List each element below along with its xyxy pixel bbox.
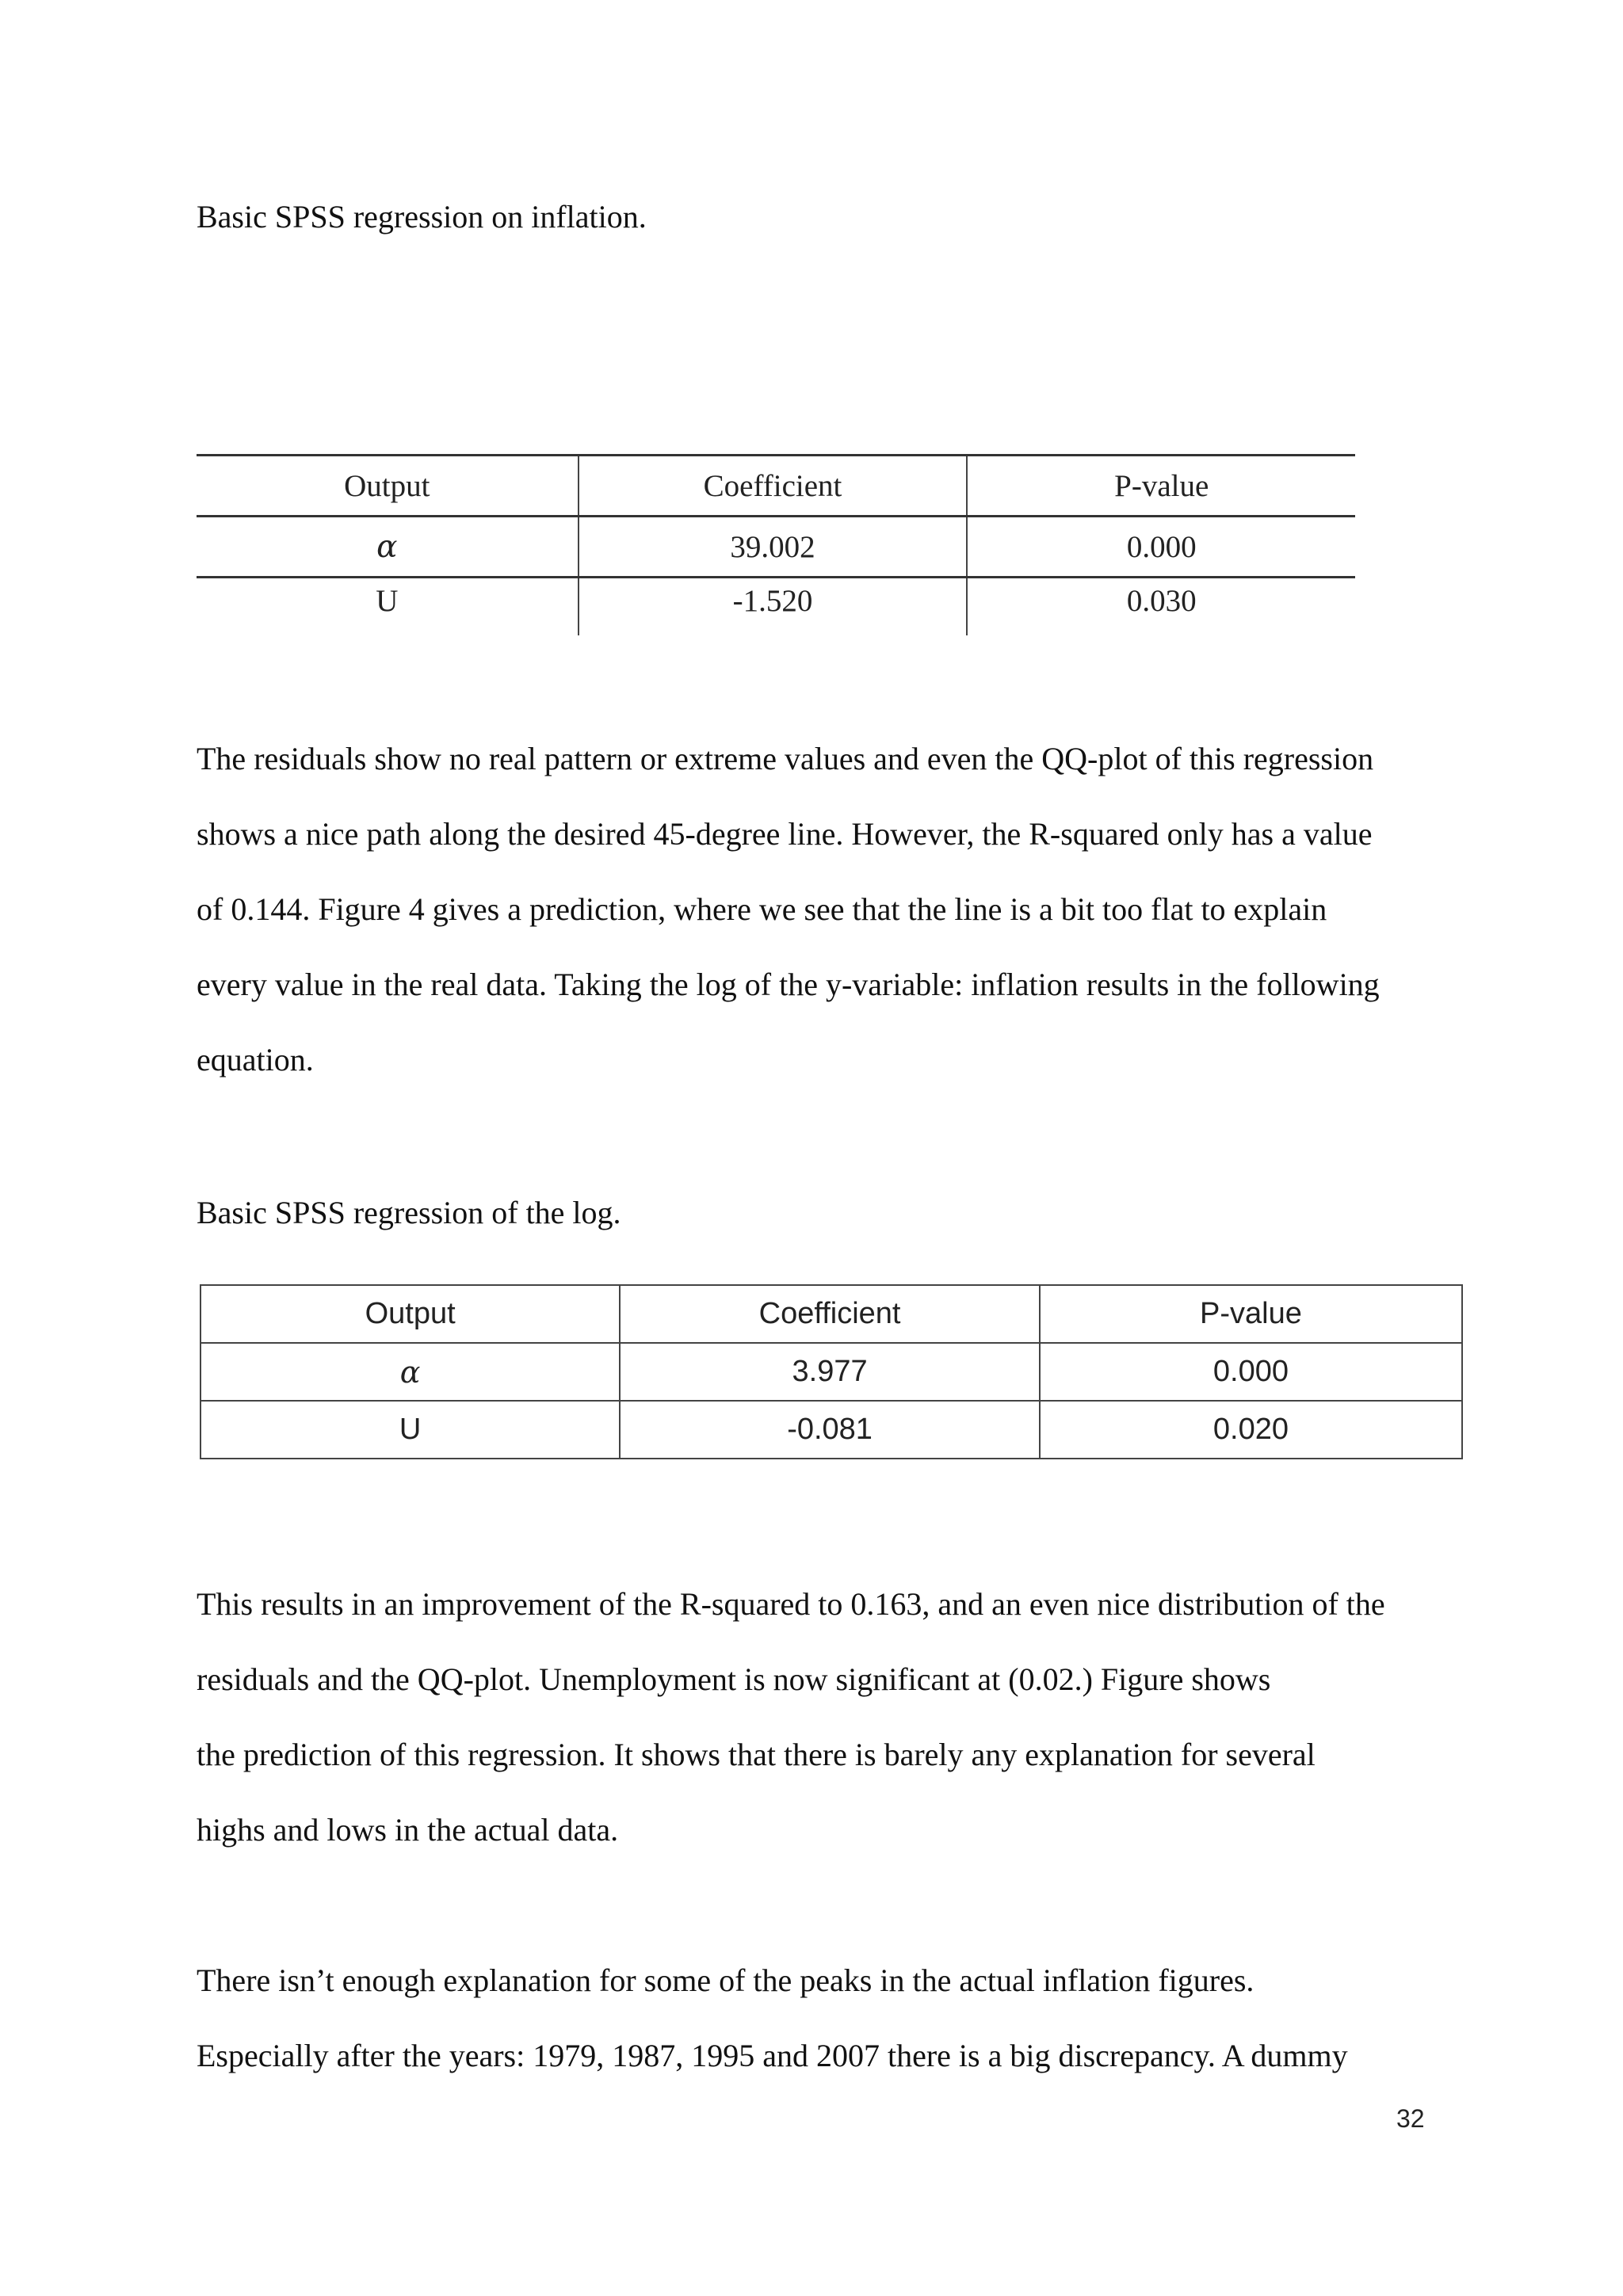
header-p-value: P-value bbox=[1114, 468, 1209, 503]
body-paragraph-3 bbox=[197, 1943, 1348, 2093]
output-cell: U bbox=[200, 1401, 620, 1459]
header-p-value: P-value bbox=[1040, 1285, 1462, 1343]
table-1-caption: Basic SPSS regression on inflation. bbox=[197, 199, 647, 235]
text-line: The residuals show no real pattern or extreme values and even the QQ-plot of this regression bbox=[197, 741, 1374, 776]
coefficient-cell: 39.002 bbox=[579, 517, 968, 578]
text-line: equation. bbox=[197, 1042, 314, 1077]
p-value-cell: 0.020 bbox=[1040, 1401, 1462, 1459]
table-header-row bbox=[200, 1285, 1462, 1343]
text-line: This results in an improvement of the R-squared to 0.163, and an even nice distribution of the bbox=[197, 1586, 1385, 1622]
coefficient-cell: 3.977 bbox=[620, 1343, 1040, 1401]
body-paragraph-2 bbox=[197, 1566, 1385, 1867]
text-line: the prediction of this regression. It shows that there is barely any explanation for several bbox=[197, 1737, 1316, 1772]
regression-table-inflation bbox=[197, 454, 1355, 635]
text-line: residuals and the QQ-plot. Unemployment is now significant at (0.02.) Figure shows bbox=[197, 1661, 1271, 1697]
table-2-caption: Basic SPSS regression of the log. bbox=[197, 1195, 621, 1230]
p-value-cell: 0.030 bbox=[1126, 584, 1197, 618]
table-row bbox=[197, 578, 1355, 636]
table-row bbox=[197, 517, 1355, 578]
table-header-row bbox=[197, 456, 1355, 517]
output-cell: U bbox=[197, 578, 579, 636]
page-number: 32 bbox=[1396, 2104, 1425, 2133]
p-value-cell: 0.000 bbox=[1126, 529, 1197, 564]
table-row bbox=[200, 1343, 1462, 1401]
header-output: Output bbox=[200, 1285, 620, 1343]
text-line: There isn’t enough explanation for some of the peaks in the actual inflation figures. bbox=[197, 1962, 1254, 1998]
header-coefficient: Coefficient bbox=[620, 1285, 1040, 1343]
text-line: every value in the real data. Taking the log of the y-variable: inflation results in the following bbox=[197, 967, 1380, 1002]
coefficient-cell: -0.081 bbox=[620, 1401, 1040, 1459]
text-line: of 0.144. Figure 4 gives a prediction, where we see that the line is a bit too flat to explain bbox=[197, 891, 1327, 927]
body-paragraph-1 bbox=[197, 721, 1380, 1097]
text-line: highs and lows in the actual data. bbox=[197, 1812, 619, 1848]
coefficient-cell: -1.520 bbox=[579, 578, 968, 636]
p-value-cell: 0.000 bbox=[1040, 1343, 1462, 1401]
text-line: shows a nice path along the desired 45-degree line. However, the R-squared only has a value bbox=[197, 816, 1373, 852]
header-output: Output bbox=[197, 456, 579, 517]
output-cell: α bbox=[200, 1343, 620, 1401]
header-coefficient: Coefficient bbox=[579, 456, 968, 517]
table-row bbox=[200, 1401, 1462, 1459]
regression-table-log bbox=[200, 1284, 1463, 1459]
output-cell: α bbox=[197, 517, 579, 578]
text-line: Especially after the years: 1979, 1987, 1995 and 2007 there is a big discrepancy. A dummy bbox=[197, 2038, 1348, 2073]
